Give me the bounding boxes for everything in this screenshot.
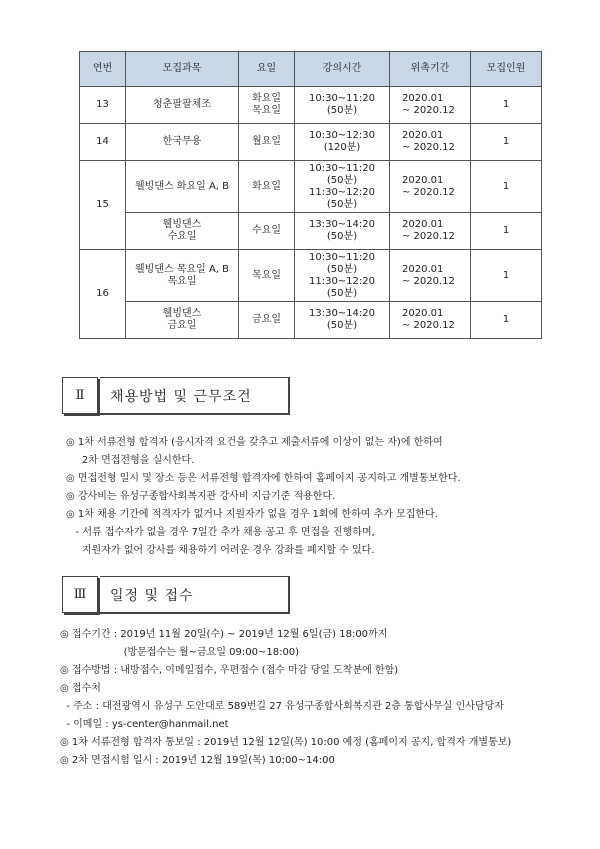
cell-period: 2020.01 ~ 2020.12: [390, 302, 471, 339]
cell-no: 16: [80, 250, 126, 339]
cell-period: 2020.01 ~ 2020.12: [390, 87, 471, 124]
cell-day: 화요일: [239, 161, 295, 213]
cell-course: 웰빙댄스 화요일 A, B: [126, 161, 239, 213]
section-2-heading: [62, 377, 290, 414]
body-line: ◎ 접수방법 : 내방접수, 이메일접수, 우편접수 (접수 마감 당일 도착분에 한함): [60, 665, 399, 676]
recruitment-table: [79, 51, 542, 339]
table-row: [80, 250, 542, 302]
cell-count: 1: [471, 161, 542, 213]
body-line: ◎ 1차 채용 기간에 적격자가 없거나 지원자가 없을 경우 1회에 한하여 추가 모집한다.: [66, 509, 438, 520]
body-line: ◎ 접수처: [60, 683, 101, 694]
cell-period: 2020.01 ~ 2020.12: [390, 161, 471, 213]
cell-no: 14: [80, 124, 126, 161]
cell-time: 13:30~14:20 (50분): [295, 213, 390, 250]
body-line: ◎ 접수기간 : 2019년 11월 20일(수) ~ 2019년 12월 6일(금) 18:00까지: [60, 629, 388, 640]
cell-time: 10:30~11:20 (50분) 11:30~12:20 (50분): [295, 161, 390, 213]
table-row: [80, 213, 542, 250]
table-row: [80, 124, 542, 161]
body-line: ◎ 면접전형 일시 및 장소 등은 서류전형 합격자에 한하여 홈페이지 공지하고 개별통보한다.: [66, 473, 461, 484]
table-row: [80, 302, 542, 339]
body-line: ◎ 강사비는 유성구종합사회복지관 강사비 지급기준 적용한다.: [66, 491, 336, 502]
body-line: - 서류 접수자가 없을 경우 7일간 추가 채용 공고 후 면접을 진행하며,: [66, 527, 375, 538]
cell-count: 1: [471, 302, 542, 339]
cell-no: 13: [80, 87, 126, 124]
section-2-body: [66, 434, 461, 560]
cell-period: 2020.01 ~ 2020.12: [390, 250, 471, 302]
cell-day: 수요일: [239, 213, 295, 250]
header-count: 모집인원: [471, 52, 542, 87]
cell-period: 2020.01 ~ 2020.12: [390, 124, 471, 161]
section-3-body: [60, 626, 511, 770]
section-3-title: 일정 및 접수: [100, 576, 290, 614]
body-line: ◎ 1차 서류전형 합격자 통보일 : 2019년 12월 12일(목) 10:00 예정 (홈페이지 공지, 합격자 개별통보): [60, 737, 512, 748]
cell-time: 10:30~12:30 (120분): [295, 124, 390, 161]
cell-count: 1: [471, 87, 542, 124]
cell-course: 웰빙댄스 목요일 A, B 목요일: [126, 250, 239, 302]
cell-course: 웰빙댄스 수요일: [126, 213, 239, 250]
cell-count: 1: [471, 124, 542, 161]
cell-day: 화요일 목요일: [239, 87, 295, 124]
cell-time: 10:30~11:20 (50분): [295, 87, 390, 124]
cell-day: 목요일: [239, 250, 295, 302]
cell-course: 한국무용: [126, 124, 239, 161]
section-2-title: 채용방법 및 근무조건: [100, 377, 290, 415]
table-row: [80, 87, 542, 124]
cell-day: 금요일: [239, 302, 295, 339]
cell-count: 1: [471, 213, 542, 250]
cell-time: 13:30~14:20 (50분): [295, 302, 390, 339]
header-course: 모집과목: [126, 52, 239, 87]
header-day: 요일: [239, 52, 295, 87]
cell-time: 10:30~11:20 (50분) 11:30~12:20 (50분): [295, 250, 390, 302]
cell-period: 2020.01 ~ 2020.12: [390, 213, 471, 250]
body-line: ◎ 2차 면접시험 일시 : 2019년 12월 19일(목) 10:00~14:00: [60, 755, 335, 766]
header-time: 강의시간: [295, 52, 390, 87]
body-line: ◎ 1차 서류전형 합격자 (응시자격 요건을 갖추고 제출서류에 이상이 없는 자)에 한하여: [66, 437, 443, 448]
cell-count: 1: [471, 250, 542, 302]
cell-day: 월요일: [239, 124, 295, 161]
section-2-number: Ⅱ: [62, 377, 98, 414]
cell-no: 15: [80, 161, 126, 250]
table-header-row: [80, 52, 542, 87]
section-3-heading: [62, 576, 290, 613]
body-line: 지원자가 없어 강사를 채용하기 어려운 경우 강좌를 폐지할 수 있다.: [66, 545, 375, 556]
table-row: [80, 161, 542, 213]
body-line: (방문접수는 월~금요일 09:00~18:00): [60, 647, 300, 658]
body-line: - 이메일 : ys-center@hanmail.net: [60, 719, 229, 730]
body-line: - 주소 : 대전광역시 유성구 도안대로 589번길 27 유성구종합사회복지관 2층 통합사무실 인사담당자: [60, 701, 504, 712]
body-line: 2차 면접전형을 실시한다.: [66, 455, 195, 466]
section-3-number: Ⅲ: [62, 576, 98, 613]
header-no: 연번: [80, 52, 126, 87]
cell-course: 청춘팔팔체조: [126, 87, 239, 124]
header-period: 위촉기간: [390, 52, 471, 87]
cell-course: 웰빙댄스 금요일: [126, 302, 239, 339]
